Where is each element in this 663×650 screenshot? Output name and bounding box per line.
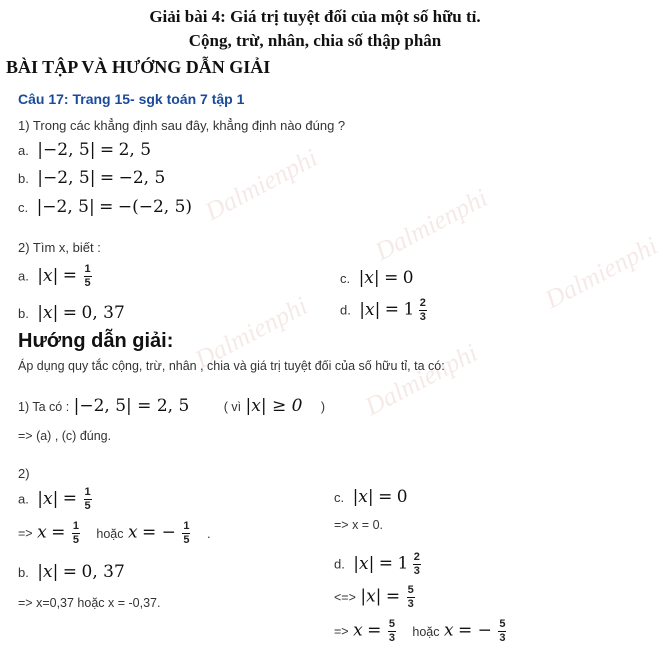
- fraction: $\frac{1}{5}$: [84, 486, 91, 512]
- mixed-whole: 1: [397, 553, 409, 574]
- math-eq: = −: [458, 620, 492, 641]
- solution-2d-equiv: [334, 585, 417, 610]
- math-rhs: 0: [396, 487, 408, 507]
- exercise-title: Câu 17: Trang 15- sgk toán 7 tập 1: [18, 91, 245, 107]
- solution-1-result: => (a) , (c) đúng.: [18, 429, 112, 443]
- math-lhs: |x|: [359, 299, 381, 320]
- option-label: d.: [334, 556, 345, 572]
- math-var: x: [443, 620, 454, 641]
- arrow: =>: [18, 526, 33, 541]
- math-rhs: −(−2, 5): [117, 197, 193, 217]
- guide-intro: Áp dụng quy tắc cộng, trừ, nhân , chia và giá trị tuyệt đối của số hữu tỉ, ta có:: [18, 359, 445, 373]
- q2-prompt: 2) Tìm x, biết :: [18, 240, 101, 255]
- math-lhs: |x|: [37, 562, 59, 582]
- fraction: $\frac{1}{5}$: [84, 263, 91, 289]
- solution-2d-result: [334, 619, 508, 644]
- solution-2b: [18, 562, 125, 582]
- math-lhs: |x|: [37, 303, 59, 323]
- math-eq: =: [99, 168, 115, 188]
- math-lhs: |x|: [353, 553, 375, 574]
- math-rhs: 0, 37: [81, 303, 125, 323]
- option-label: b.: [18, 306, 29, 321]
- fraction: $\frac{1}{5}$: [72, 520, 79, 546]
- watermark: Dalmienphi: [360, 337, 483, 422]
- math-rhs: 0: [402, 268, 414, 288]
- option-label: d.: [340, 302, 351, 318]
- period: .: [206, 525, 211, 541]
- math-expression: |−2, 5| = 2, 5: [73, 396, 190, 416]
- math-condition: |x| ≥ 0: [245, 396, 303, 416]
- math-lhs: |x|: [37, 265, 59, 286]
- solution-2-label: 2): [18, 466, 30, 481]
- solution-2a-result: [18, 521, 211, 546]
- fraction: $\frac{5}{3}$: [407, 584, 414, 610]
- solution-2d: [334, 552, 423, 577]
- math-var: x: [353, 620, 363, 641]
- watermark: Dalmienphi: [200, 142, 323, 227]
- solution-1: [18, 396, 325, 416]
- q2-option-c: [340, 268, 414, 288]
- q2-option-d: [340, 298, 429, 323]
- watermark: Dalmienphi: [190, 290, 313, 375]
- math-eq: =: [62, 488, 78, 509]
- math-rhs: 2, 5: [118, 140, 152, 160]
- solution-2c: [334, 487, 408, 507]
- math-eq: =: [384, 268, 399, 288]
- page-title: Giải bài 4: Giá trị tuyệt đối của một số hữu tỉ.: [149, 7, 481, 26]
- paren-open: ( vì: [223, 400, 242, 414]
- q1-option-c: [18, 197, 192, 217]
- arrow: <=>: [334, 590, 356, 605]
- option-label: c.: [340, 271, 351, 286]
- math-eq: =: [62, 562, 78, 582]
- option-label: a.: [18, 268, 29, 284]
- math-lhs: |−2, 5|: [37, 168, 96, 188]
- math-eq: =: [99, 197, 114, 217]
- fraction: $\frac{2}{3}$: [419, 297, 426, 323]
- math-lhs: |x|: [352, 487, 374, 507]
- or-word: hoặc: [412, 624, 440, 639]
- fraction: $\frac{5}{3}$: [499, 618, 506, 644]
- solution-2a: [18, 487, 94, 512]
- option-label: c.: [18, 200, 29, 215]
- math-eq: = −: [142, 522, 176, 543]
- math-var: x: [127, 522, 138, 543]
- page-subtitle: Cộng, trừ, nhân, chia số thập phân: [188, 31, 442, 50]
- math-lhs: |x|: [37, 488, 59, 509]
- math-lhs: |x|: [360, 586, 382, 607]
- option-label: a.: [18, 143, 29, 158]
- math-lhs: |−2, 5|: [37, 140, 96, 160]
- option-label: c.: [334, 490, 345, 505]
- math-eq: =: [378, 553, 394, 574]
- q1-option-a: [18, 140, 151, 160]
- math-eq: =: [367, 620, 382, 641]
- q1-option-b: [18, 168, 165, 188]
- math-rhs: 0, 37: [81, 562, 125, 582]
- math-eq: =: [378, 487, 393, 507]
- math-lhs: |x|: [358, 268, 380, 288]
- guide-heading: Hướng dẫn giải:: [18, 330, 174, 352]
- watermark: Dalmienphi: [540, 230, 663, 315]
- solution-2b-result: => x=0,37 hoặc x = -0,37.: [18, 596, 161, 610]
- math-eq: =: [62, 265, 78, 286]
- option-label: b.: [18, 565, 29, 580]
- solution-2c-result: => x = 0.: [334, 518, 383, 532]
- q2-option-a: [18, 264, 94, 289]
- watermark: Dalmienphi: [370, 182, 493, 267]
- option-label: b.: [18, 171, 29, 186]
- q2-option-b: [18, 303, 125, 323]
- math-lhs: |−2, 5|: [36, 197, 95, 217]
- fraction: $\frac{1}{5}$: [183, 520, 190, 546]
- paren-close: ): [320, 400, 326, 414]
- math-eq: =: [62, 303, 78, 323]
- arrow: =>: [334, 624, 349, 639]
- q1-prompt: 1) Trong các khẳng định sau đây, khẳng định nào đúng ?: [18, 118, 346, 133]
- section-heading: BÀI TẬP VÀ HƯỚNG DẪN GIẢI: [6, 57, 271, 77]
- fraction: $\frac{5}{3}$: [388, 618, 395, 644]
- step-prefix: 1) Ta có :: [18, 400, 70, 414]
- math-eq: =: [99, 140, 115, 160]
- math-rhs: −2, 5: [118, 168, 166, 188]
- fraction: $\frac{2}{3}$: [413, 551, 420, 577]
- mixed-whole: 1: [403, 299, 415, 320]
- or-word: hoặc: [96, 526, 124, 541]
- option-label: a.: [18, 491, 29, 507]
- math-eq: =: [385, 586, 401, 607]
- math-var: x: [37, 522, 47, 543]
- math-eq: =: [384, 299, 400, 320]
- math-eq: =: [51, 522, 66, 543]
